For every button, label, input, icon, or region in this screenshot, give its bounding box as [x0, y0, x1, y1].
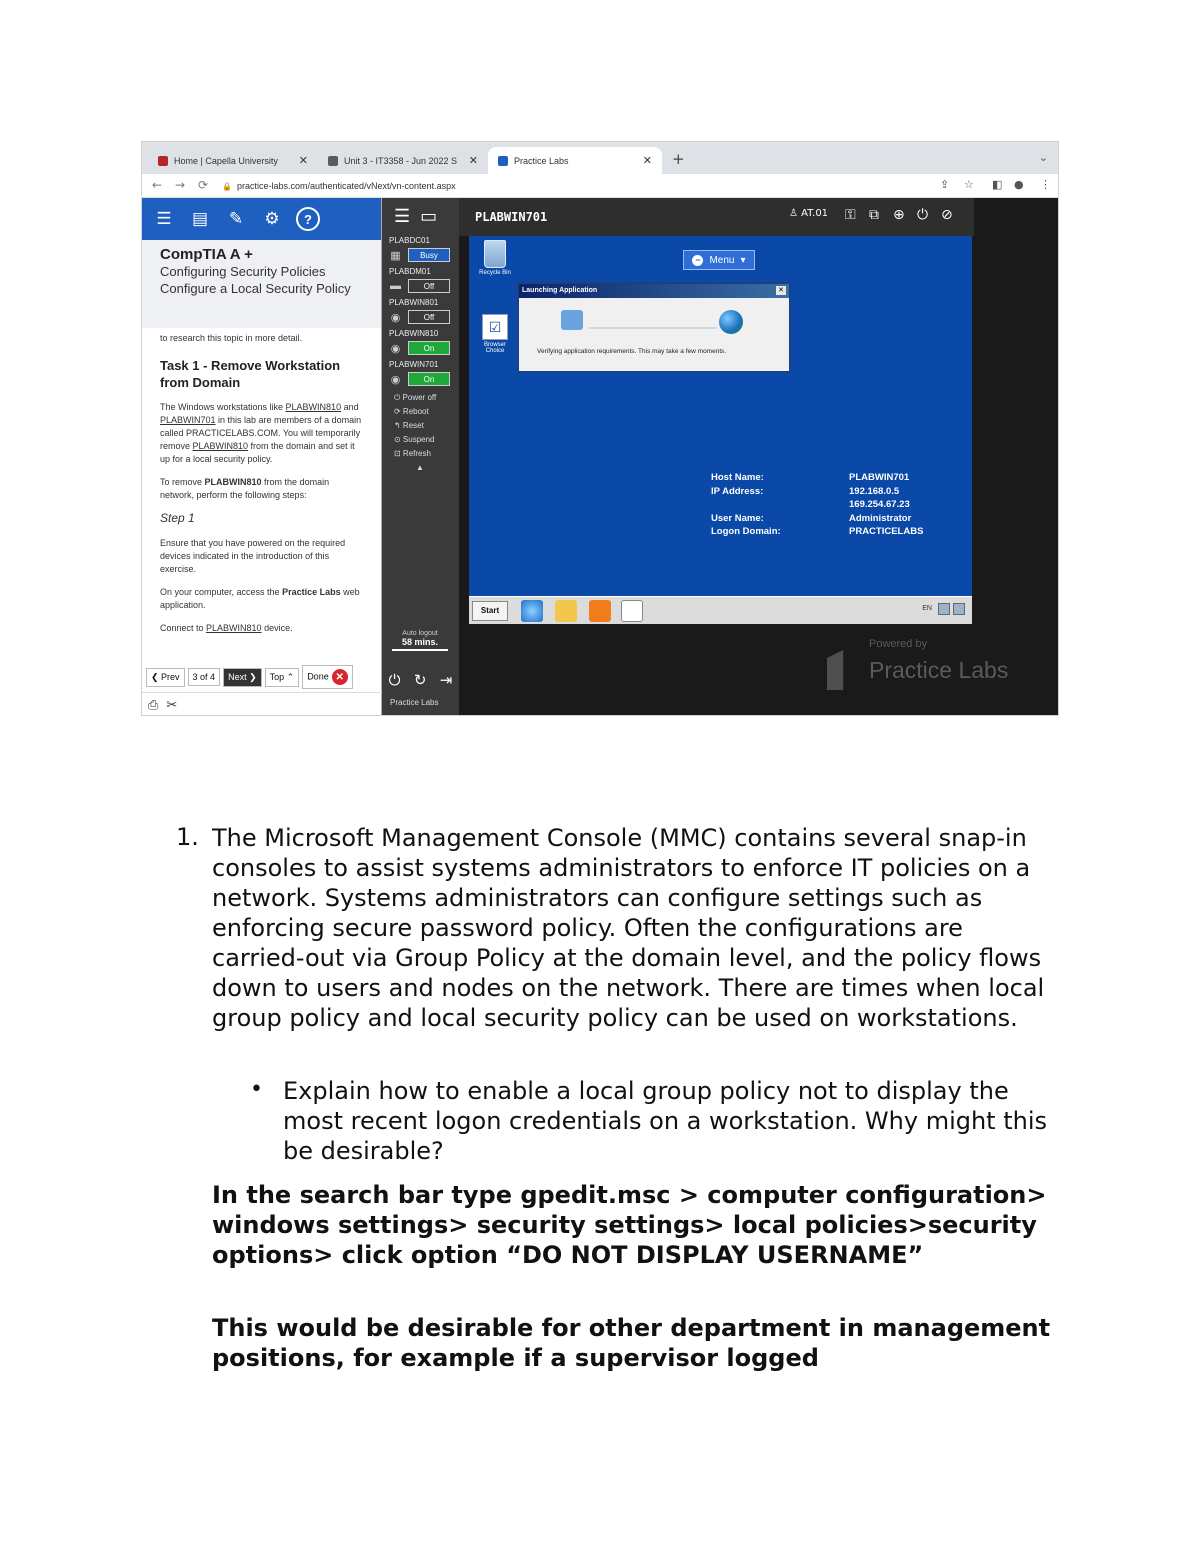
bullet-icon: •: [250, 1077, 263, 1102]
profile-avatar-icon[interactable]: ●: [1014, 178, 1024, 191]
power-menu: [382, 389, 459, 477]
host-info-row: [711, 471, 923, 485]
text: in this lab are members of a domain called PRACTICELABS.COM. You will temporarily remove: [160, 415, 362, 451]
forward-arrow-icon[interactable]: →: [175, 178, 186, 192]
question-text: The Microsoft Management Console (MMC) contains several snap-in consoles to assist systems administrators to enforce IT policies on a network. Systems administrators can configure settings such as enforcing secure password policy. Often the configurations are carried-out via Group Policy at the domain level, and the policy flows down to users and nodes on the network. There are times when local group policy and local security policy can be used on workstations.: [212, 824, 1045, 1032]
recycle-bin-shortcut[interactable]: [475, 240, 515, 276]
host-info-value: 192.168.0.5: [849, 485, 900, 497]
suspend-option[interactable]: ⊙ Suspend: [394, 435, 435, 444]
user-icon: ♙: [789, 208, 802, 219]
system-tray: [938, 603, 968, 619]
remote-header: [459, 198, 974, 236]
desktop-icon-label: Browser Choice: [483, 342, 506, 354]
auto-logout-label: Auto logout: [402, 630, 438, 637]
desktop-icon-label: Recycle Bin: [479, 270, 511, 276]
device-item[interactable]: [382, 358, 459, 389]
lab-header: [142, 240, 381, 328]
connect-icon[interactable]: ⇥: [439, 672, 453, 689]
practice-labs-logo-icon: [827, 650, 863, 690]
text: web application.: [160, 587, 360, 610]
device-name: PLABDM01: [389, 267, 431, 276]
host-info-value: Administrator: [849, 512, 912, 524]
device-item[interactable]: [382, 296, 459, 327]
text: from the domain and set it up for a local security policy.: [160, 441, 355, 464]
device-link[interactable]: PLABWIN810: [206, 623, 262, 633]
power-icon[interactable]: ⏻: [917, 207, 929, 223]
dialog-title: Launching Application: [519, 284, 789, 298]
screenshot: [141, 141, 1059, 716]
dialog-close-icon[interactable]: ✕: [776, 286, 786, 295]
host-info-key: Host Name:: [711, 472, 764, 483]
lab-navigation: [142, 664, 382, 690]
address-bar: [142, 174, 1059, 198]
host-info-value: 169.254.67.23: [849, 499, 910, 510]
host-info-row: [711, 498, 923, 512]
reboot-option[interactable]: ⟳ Reboot: [394, 407, 429, 416]
collapse-caret-icon[interactable]: ▲: [416, 463, 424, 472]
lab-footer: [142, 692, 382, 716]
lab-panel-toolbar: [142, 198, 381, 240]
host-info-value: PRACTICELABS: [849, 526, 924, 537]
restart-icon[interactable]: ↻: [413, 672, 427, 689]
settings-gear-icon[interactable]: ⚙: [264, 209, 280, 228]
device-item[interactable]: [382, 327, 459, 358]
remote-desktop-area: [459, 198, 1059, 716]
device-name: PLABWIN701: [389, 360, 439, 369]
device-status[interactable]: On: [408, 341, 450, 355]
share-icon[interactable]: ⇪: [940, 178, 950, 191]
text: from the domain network, perform the following steps:: [160, 477, 330, 500]
power-off-option[interactable]: ⏻ Power off: [394, 393, 437, 402]
step-paragraph: Ensure that you have powered on the required devices indicated in the introduction of this exercise.: [160, 538, 346, 574]
more-menu-icon[interactable]: ⋮: [1040, 178, 1051, 191]
power-icon[interactable]: ⏻: [388, 671, 401, 689]
browser-choice-shortcut[interactable]: [475, 314, 515, 354]
url-field[interactable]: [222, 178, 942, 194]
notes-icon[interactable]: ✎: [228, 209, 244, 228]
windows-taskbar: [469, 596, 972, 624]
top-button[interactable]: Top ⌃: [265, 668, 300, 687]
auto-logout: [392, 630, 448, 651]
refresh-option[interactable]: ⊡ Refresh: [394, 449, 431, 458]
new-tab-button[interactable]: +: [672, 150, 685, 168]
reset-option[interactable]: ↰ Reset: [394, 421, 424, 430]
host-info-row: [711, 525, 923, 539]
globe-icon: [719, 310, 743, 334]
step-paragraph: [160, 586, 363, 612]
topic-title: Configure a Local Security Policy: [160, 281, 351, 296]
print-icon[interactable]: ⎙: [148, 697, 159, 712]
back-arrow-icon[interactable]: ←: [152, 178, 163, 192]
course-title: CompTIA A +: [160, 246, 253, 263]
session-controls: [382, 666, 459, 694]
dropdown-caret-icon: ▾: [740, 254, 746, 266]
close-circle-icon: ✕: [332, 669, 348, 685]
text: To remove: [160, 477, 205, 487]
device-name: PLABWIN810: [204, 477, 262, 487]
internet-explorer-icon[interactable]: [521, 600, 543, 622]
dialog-message: Verifying application requirements. This may take a few moments.: [537, 348, 727, 355]
browser-tab[interactable]: [318, 147, 488, 174]
device-status[interactable]: Off: [408, 279, 450, 293]
device-status[interactable]: On: [408, 372, 450, 386]
lock-icon: 🔒: [222, 181, 232, 191]
tab-title: Practice Labs: [514, 155, 569, 166]
paragraph: [160, 401, 363, 466]
tools-icon[interactable]: ✂: [166, 697, 178, 712]
browser-tab-active[interactable]: [488, 147, 662, 174]
auto-logout-minutes: 58 mins.: [392, 637, 448, 651]
close-tab-icon[interactable]: ✕: [298, 155, 308, 167]
device-link[interactable]: PLABWIN810: [192, 441, 249, 451]
done-label: Done: [307, 671, 329, 682]
workstation-icon: ◉: [390, 373, 401, 386]
device-name: PLABWIN801: [389, 298, 439, 307]
network-icon[interactable]: [938, 603, 950, 615]
screen-toggle-icon[interactable]: ▭: [420, 205, 438, 226]
device-name: PLABWIN810: [389, 329, 439, 338]
tab-title: Home | Capella University: [174, 155, 278, 166]
bullet-question: Explain how to enable a local group policy not to display the most recent logon credentials on a workstation. Why might this be desirable?: [283, 1077, 1048, 1165]
sidebar-brand: Practice Labs: [390, 698, 439, 707]
lab-content: [142, 328, 381, 649]
reload-icon[interactable]: ⟳: [198, 178, 209, 192]
menu-button[interactable]: [683, 250, 755, 270]
host-info-value: PLABWIN701: [849, 472, 910, 483]
machine-name: PLABWIN701: [475, 210, 548, 224]
launching-dialog: [517, 282, 791, 373]
powered-by-label: Powered by: [869, 638, 928, 650]
text: Connect to: [160, 623, 207, 633]
hamburger-menu-icon[interactable]: ☰: [394, 205, 411, 226]
user-name: AT.01: [801, 208, 829, 219]
next-button[interactable]: Next ❯: [223, 668, 262, 687]
brand-name: Practice Labs: [282, 587, 341, 597]
task-heading: Task 1 - Remove Workstation from Domain: [160, 358, 341, 390]
cut-line: to research this topic in more detail.: [160, 333, 303, 343]
device-panel-toolbar: [382, 198, 459, 234]
close-tab-icon[interactable]: ✕: [468, 155, 478, 167]
text: and: [341, 402, 359, 412]
tab-title: Unit 3 - IT3358 - Jun 2022 S: [344, 155, 458, 166]
media-player-icon[interactable]: [589, 600, 611, 622]
done-button[interactable]: [302, 665, 353, 689]
hide-icon[interactable]: ⊘: [941, 207, 953, 223]
list-number: 1.: [176, 823, 199, 851]
bookmark-star-icon[interactable]: ☆: [964, 178, 974, 191]
side-panel-icon[interactable]: ◧: [992, 178, 1003, 191]
device-item[interactable]: [382, 234, 459, 265]
module-title: Configuring Security Policies: [160, 264, 326, 279]
powered-brand: [827, 650, 1008, 690]
login-icon[interactable]: ⊕: [893, 207, 905, 223]
server-manager-icon[interactable]: [621, 600, 643, 622]
lab-instructions-panel: [142, 198, 382, 716]
text: The Windows workstations like: [160, 402, 286, 412]
answer-paragraph: In the search bar type gpedit.msc > computer configuration> windows settings> security settings> local policies>security options> click option “DO NOT DISPLAY USERNAME”: [212, 1181, 1047, 1269]
host-info-row: [711, 512, 923, 526]
brand-text: Practice Labs: [869, 656, 1009, 683]
capella-favicon-icon: [158, 156, 168, 166]
prev-button[interactable]: ❮ Prev: [146, 668, 185, 687]
flag-icon[interactable]: [953, 603, 965, 615]
computer-icon: [561, 310, 583, 330]
page-indicator: 3 of 4: [188, 668, 221, 686]
device-item[interactable]: [382, 265, 459, 296]
book-icon[interactable]: ▤: [191, 209, 209, 228]
key-icon[interactable]: ⚿: [845, 207, 856, 223]
device-panel: [382, 198, 459, 716]
paragraph: [160, 476, 363, 502]
server-icon: ▬: [390, 280, 401, 292]
powered-by-logo: [827, 638, 1008, 690]
unit-favicon-icon: [328, 156, 338, 166]
practice-labs-favicon-icon: [498, 156, 508, 166]
browser-tab-bar: [142, 142, 1059, 174]
device-link[interactable]: PLABWIN810: [285, 402, 342, 412]
workstation-icon: ◉: [390, 311, 401, 324]
progress-line: [589, 327, 717, 329]
step-label: Step 1: [160, 511, 195, 525]
start-button[interactable]: Start: [472, 601, 508, 621]
device-name: PLABDC01: [389, 236, 430, 245]
host-info-row: [711, 485, 923, 499]
host-info: [711, 471, 923, 539]
step-paragraph: [160, 622, 363, 635]
user-badge: [789, 208, 828, 219]
help-icon[interactable]: ?: [296, 207, 320, 231]
host-info-key: [711, 498, 849, 512]
menu-label: Menu: [709, 254, 735, 266]
close-tab-icon[interactable]: ✕: [642, 155, 652, 167]
menu-icon: −: [692, 255, 703, 266]
host-info-key: Logon Domain:: [711, 526, 781, 537]
screenshot-icon[interactable]: ⧉: [869, 207, 879, 223]
content-list-icon[interactable]: ☰: [156, 209, 172, 228]
workstation-icon: ◉: [390, 342, 401, 355]
browser-tab[interactable]: [148, 147, 318, 174]
browser-choice-icon: ☑: [482, 314, 508, 340]
text: device.: [261, 623, 293, 633]
answer-paragraph: This would be desirable for other department in management positions, for example if a supervisor logged: [212, 1314, 1051, 1372]
device-status[interactable]: Busy: [408, 248, 450, 262]
file-explorer-icon[interactable]: [555, 600, 577, 622]
language-indicator[interactable]: EN: [922, 605, 932, 612]
recycle-bin-icon: [484, 240, 506, 268]
device-link[interactable]: PLABWIN701: [160, 415, 216, 425]
tab-search-button[interactable]: ⌄: [1038, 151, 1048, 164]
url-text: practice-labs.com/authenticated/vNext/vn-content.aspx: [236, 181, 456, 191]
device-status[interactable]: Off: [408, 310, 450, 324]
server-icon: ▦: [390, 249, 401, 262]
host-info-key: User Name:: [711, 512, 764, 524]
windows-desktop: [469, 236, 972, 596]
host-info-key: IP Address:: [711, 485, 764, 497]
text: On your computer, access the: [160, 587, 283, 597]
